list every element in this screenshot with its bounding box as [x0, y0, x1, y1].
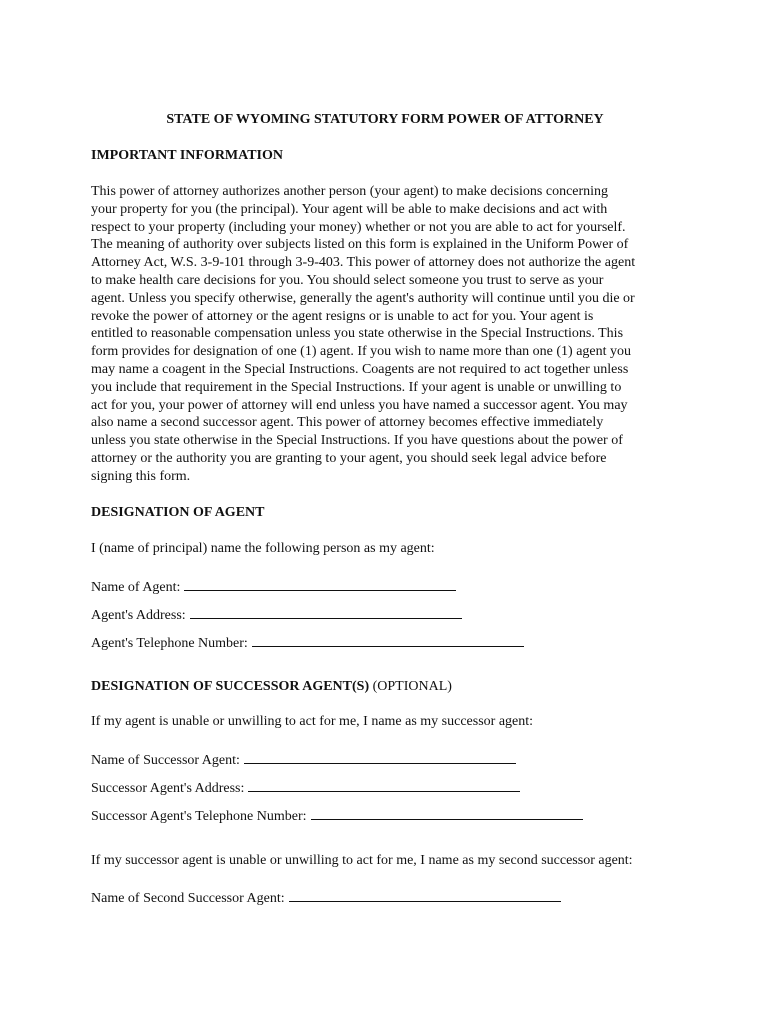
- agent-phone-label: Agent's Telephone Number:: [91, 636, 248, 651]
- document-title: STATE OF WYOMING STATUTORY FORM POWER OF ATTORNEY: [166, 112, 604, 127]
- paragraph-line: respect to your property (including your money) whether or not you are able to act for yourself.: [91, 219, 626, 235]
- designation-of-agent-heading: DESIGNATION OF AGENT: [91, 505, 265, 520]
- second-successor-intro-text: If my successor agent is unable or unwilling to act for me, I name as my second successor agent:: [91, 853, 633, 868]
- paragraph-line: you include that requirement in the Special Instructions. If your agent is unable or unwilling to: [91, 379, 622, 395]
- second-successor-name-field[interactable]: [289, 887, 561, 902]
- successor-address-field[interactable]: [248, 777, 520, 792]
- successor-address-row: [91, 777, 520, 798]
- paragraph-line: may name a coagent in the Special Instructions. Coagents are not required to act together unless: [91, 361, 629, 377]
- successor-phone-field[interactable]: [311, 805, 583, 820]
- agent-name-field[interactable]: [184, 576, 456, 591]
- successor-name-row: [91, 749, 516, 770]
- important-information-paragraph: [91, 183, 691, 486]
- paragraph-line: unless you state otherwise in the Special Instructions. If you have questions about the power of: [91, 433, 623, 449]
- paragraph-line: The meaning of authority over subjects listed on this form is explained in the Uniform Power of: [91, 237, 629, 253]
- second-successor-name-row: [91, 887, 561, 908]
- successor-phone-label: Successor Agent's Telephone Number:: [91, 809, 307, 824]
- agent-phone-row: [91, 632, 524, 653]
- paragraph-line: signing this form.: [91, 468, 191, 484]
- paragraph-line: to make health care decisions for you. You should select someone you trust to serve as your: [91, 272, 604, 288]
- agent-name-label: Name of Agent:: [91, 580, 181, 595]
- successor-heading-text: DESIGNATION OF SUCCESSOR AGENT(S): [91, 679, 370, 694]
- designation-of-successor-heading: [91, 678, 452, 696]
- paragraph-line: attorney or the authority you are granting to your agent, you should seek legal advice before: [91, 450, 607, 466]
- second-successor-name-label: Name of Second Successor Agent:: [91, 891, 285, 906]
- important-information-heading: IMPORTANT INFORMATION: [91, 148, 284, 163]
- successor-intro-text: If my agent is unable or unwilling to act for me, I name as my successor agent:: [91, 714, 534, 729]
- paragraph-line: form provides for designation of one (1) agent. If you wish to name more than one (1) agent you: [91, 344, 632, 360]
- agent-address-label: Agent's Address:: [91, 608, 186, 623]
- agent-address-row: [91, 604, 462, 625]
- paragraph-line: your property for you (the principal). Your agent will be able to make decisions and act with: [91, 201, 608, 217]
- successor-name-field[interactable]: [244, 749, 516, 764]
- successor-phone-row: [91, 805, 583, 826]
- paragraph-line: This power of attorney authorizes another person (your agent) to make decisions concerning: [91, 184, 609, 199]
- paragraph-line: agent. Unless you specify otherwise, generally the agent's authority will continue until you die or: [91, 290, 635, 306]
- paragraph-line: Attorney Act, W.S. 3-9-101 through 3-9-403. This power of attorney does not authorize the agent: [91, 255, 636, 271]
- agent-intro-text: I (name of principal) name the following person as my agent:: [91, 541, 435, 556]
- successor-address-label: Successor Agent's Address:: [91, 781, 245, 796]
- agent-address-field[interactable]: [190, 604, 462, 619]
- paragraph-line: act for you, your power of attorney will end unless you have named a successor agent. You may: [91, 397, 628, 413]
- paragraph-line: revoke the power of attorney or the agent resigns or is unable to act for you. Your agent is: [91, 308, 594, 324]
- paragraph-line: entitled to reasonable compensation unless you state otherwise in the Special Instructions. This: [91, 326, 624, 342]
- optional-label: (OPTIONAL): [372, 679, 452, 694]
- successor-name-label: Name of Successor Agent:: [91, 753, 240, 768]
- paragraph-line: also name a second successor agent. This power of attorney becomes effective immediately: [91, 415, 604, 431]
- agent-name-row: [91, 576, 456, 597]
- agent-phone-field[interactable]: [252, 632, 524, 647]
